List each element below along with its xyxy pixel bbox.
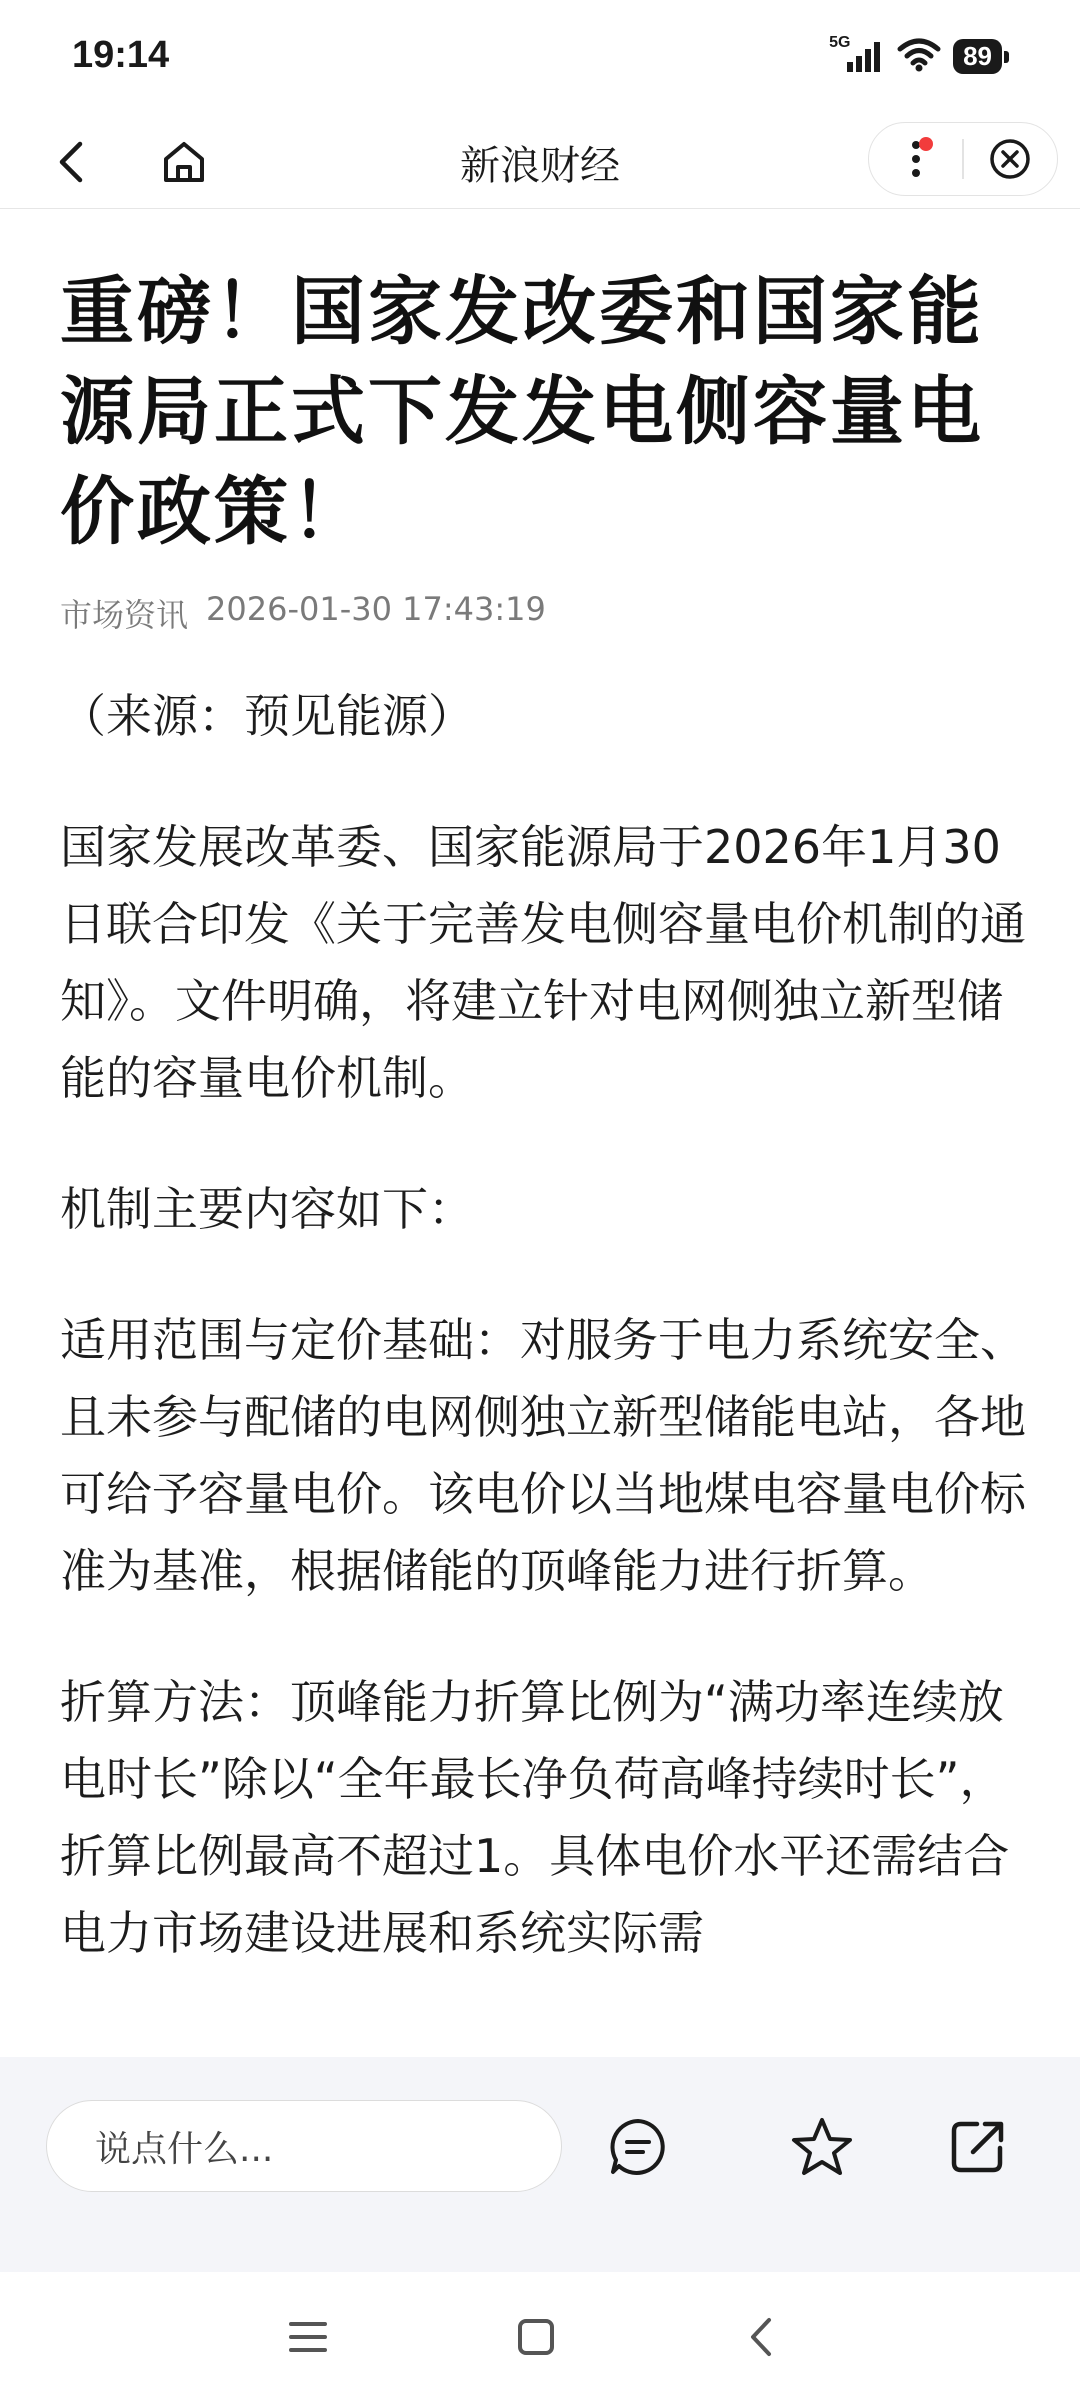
more-button[interactable] <box>869 123 962 195</box>
page-title: 新浪财经 <box>460 143 620 189</box>
status-icons <box>829 36 1002 76</box>
article-paragraph: 国家发展改革委、国家能源局于2026年1月30日联合印发《关于完善发电侧容量电价机制的通知》。文件明确，将建立针对电网侧独立新型储能的容量电价机制。 <box>60 820 1026 1105</box>
battery-icon: 89 <box>953 39 1002 74</box>
network-label: 5G <box>829 34 851 51</box>
status-bar <box>0 0 1080 116</box>
back-arrow-icon <box>747 2316 777 2358</box>
star-icon <box>789 2115 855 2179</box>
article-time: 17:43:19 <box>402 590 546 628</box>
favorite-button[interactable] <box>772 2097 872 2197</box>
article-date-value: 2026-01-30 <box>206 590 392 628</box>
close-icon <box>988 137 1032 181</box>
home-system-button[interactable] <box>496 2302 576 2372</box>
article-title: 重磅！国家发改委和国家能源局正式下发发电侧容量电价政策！ <box>60 269 984 555</box>
article-paragraph: 折算方法：顶峰能力折算比例为“满功率连续放电时长”除以“全年最长净负荷高峰持续时长”，折算比例最高不超过1。具体电价水平还需结合电力市场建设进展和系统实际需 <box>60 1675 1010 1960</box>
article-paragraph: 适用范围与定价基础：对服务于电力系统安全、且未参与配储的电网侧独立新型储能电站，各地可给予容量电价。该电价以当地煤电容量电价标准为基准，根据储能的顶峰能力进行折算。 <box>60 1313 1026 1598</box>
article-source: 市场资讯 <box>60 596 189 634</box>
comment-icon <box>607 2116 669 2178</box>
system-nav-bar <box>0 2272 1080 2400</box>
nav-bar <box>0 116 1080 209</box>
article <box>60 262 1026 2057</box>
mini-program-capsule <box>868 122 1058 196</box>
menu-icon <box>288 2319 328 2355</box>
close-button[interactable] <box>964 123 1057 195</box>
comment-button[interactable] <box>588 2097 688 2197</box>
article-paragraph: 机制主要内容如下： <box>60 1182 474 1236</box>
system-back-button[interactable] <box>722 2302 802 2372</box>
comment-input[interactable]: 说点什么... <box>46 2100 562 2192</box>
share-button[interactable] <box>928 2097 1028 2197</box>
signal-icon <box>829 34 885 74</box>
home-square-icon <box>516 2317 556 2357</box>
wifi-icon <box>897 36 941 76</box>
article-paragraph: （来源：预见能源） <box>60 689 474 743</box>
notification-dot <box>919 137 933 151</box>
article-date <box>206 590 546 636</box>
recent-apps-button[interactable] <box>268 2302 348 2372</box>
share-icon <box>947 2116 1009 2178</box>
bottom-action-bar <box>0 2057 1080 2272</box>
article-meta <box>60 590 1026 636</box>
status-time: 19:14 <box>72 34 170 76</box>
